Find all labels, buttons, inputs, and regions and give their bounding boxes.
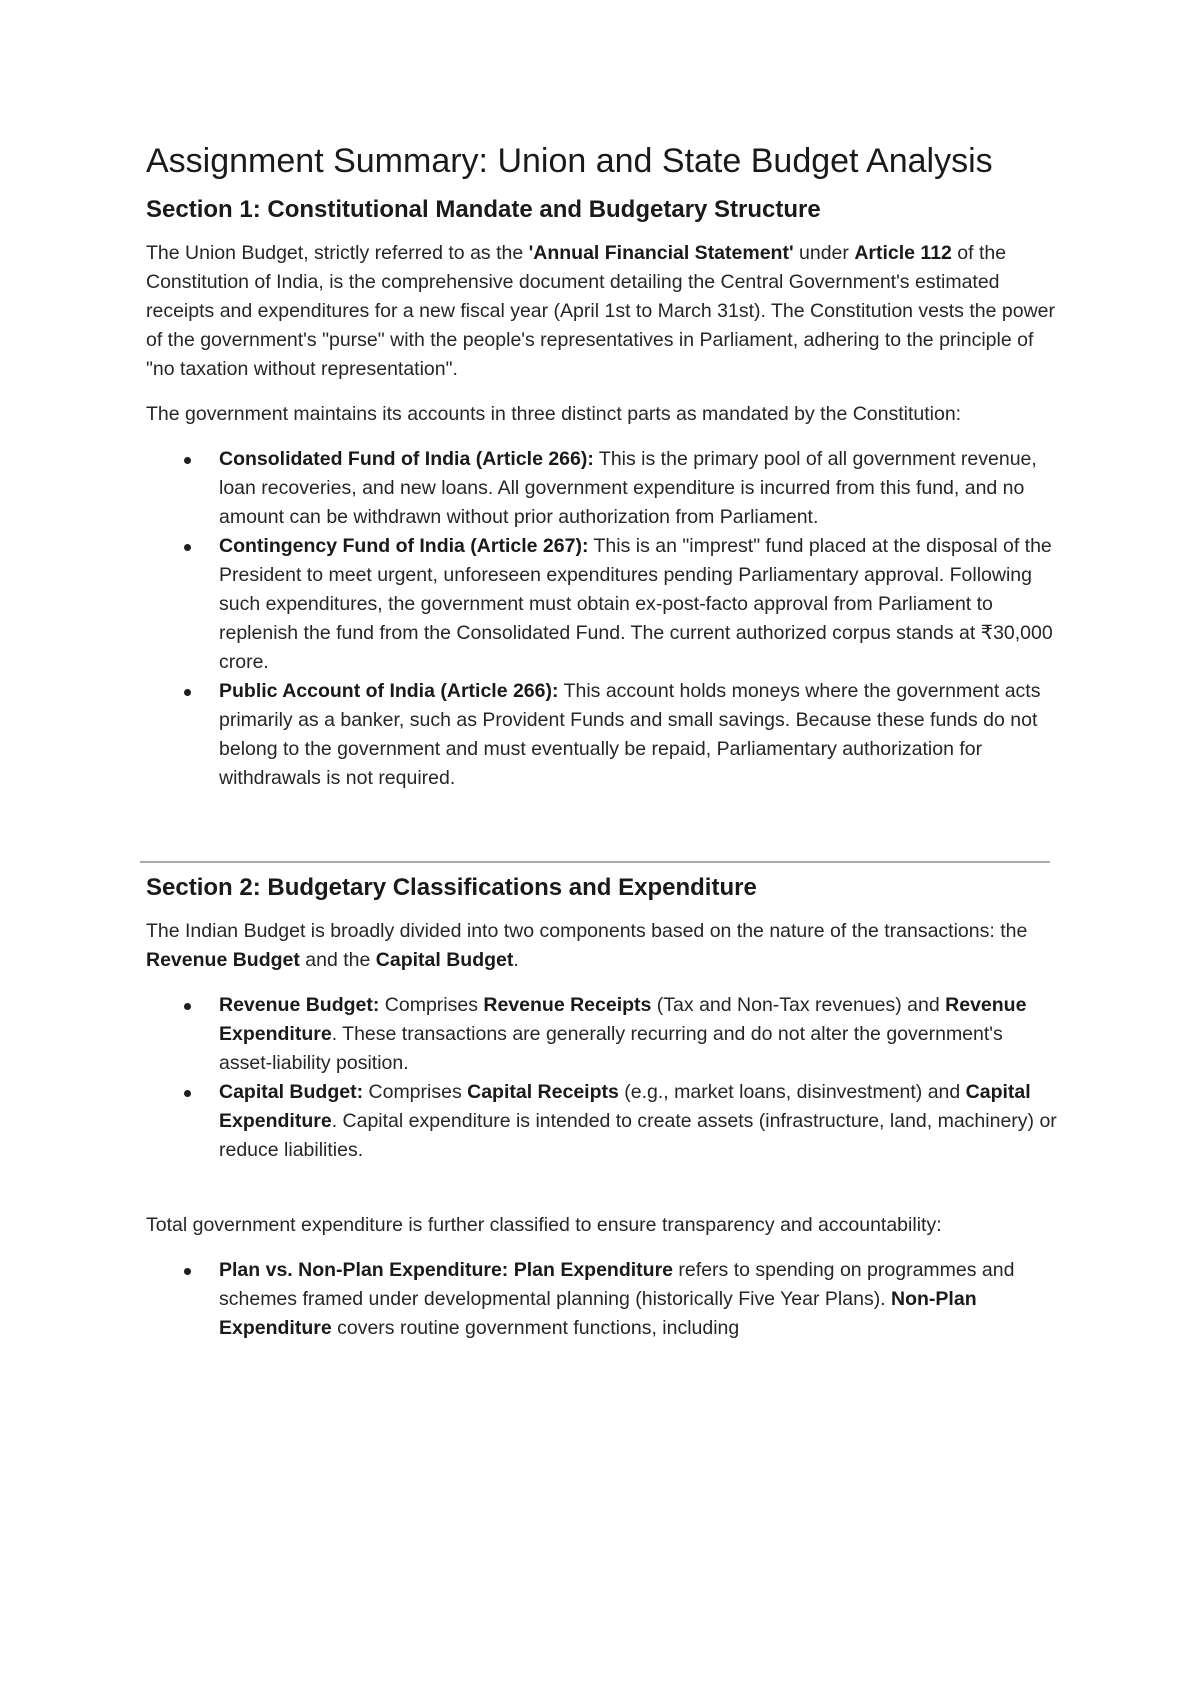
bold-text-run: Revenue Budget xyxy=(146,949,300,971)
bold-text-run: Revenue Expenditure xyxy=(219,994,1027,1045)
bold-text-run: 'Annual Financial Statement' xyxy=(528,242,794,264)
document-title: Assignment Summary: Union and State Budget Analysis xyxy=(146,142,993,180)
text-run: . xyxy=(513,949,519,971)
section-1-accounts-paragraph: The government maintains its accounts in three distinct parts as mandated by the Constitution: xyxy=(146,403,962,425)
text-run: (Tax and Non-Tax revenues) and xyxy=(651,994,946,1016)
text-run: (e.g., market loans, disinvestment) and xyxy=(618,1081,966,1103)
budget-list xyxy=(146,991,1060,1165)
text-run: Comprises xyxy=(363,1081,468,1103)
text-run: . These transactions are generally recurring and do not alter the government's asset-liability position. xyxy=(219,1023,1003,1074)
paragraph-spacer xyxy=(146,1181,1060,1211)
bold-text-run: Public Account of India (Article 266): xyxy=(219,680,559,702)
text-run: covers routine government functions, including xyxy=(331,1317,740,1339)
text-run: This is an "imprest" fund placed at the disposal of the President to meet urgent, unforeseen expenditures pending Parliamentary approval. Following such expenditures, the government must obtain ex-post-facto approval from Parliament to replenish the fund from the Consolidated Fund. The current authorized corpus stands at ₹30,000 crore. xyxy=(219,535,1053,673)
bold-text-run: Consolidated Fund of India (Article 266): xyxy=(219,448,594,470)
list-item-plan-expenditure xyxy=(219,1256,1060,1343)
text-run: Comprises xyxy=(379,994,484,1016)
text-run: This is the primary pool of all government revenue, loan recoveries, and new loans. All government expenditure is incurred from this fund, and no amount can be withdrawn without prior authorization from Parliament. xyxy=(219,448,1037,528)
bold-text-run: Revenue Budget: xyxy=(219,994,380,1016)
bold-text-run: Revenue Receipts xyxy=(483,994,652,1016)
text-run: under xyxy=(793,242,855,264)
bold-text-run: Article 112 xyxy=(854,242,952,264)
text-run: of the Constitution of India, is the comprehensive document detailing the Central Government's estimated receipts and expenditures for a new fiscal year (April 1st to March 31st). The Constitution vests the power of the government's "purse" with the people's representatives in Parliament, adhering to the principle of "no taxation without representation". xyxy=(146,242,1055,380)
list-item-contingency-fund xyxy=(219,532,1060,677)
section-2-intro-paragraph xyxy=(146,917,1060,975)
section-2-heading: Section 2: Budgetary Classifications and Expenditure xyxy=(146,874,757,901)
horizontal-divider xyxy=(140,861,1050,863)
bold-text-run: Contingency Fund of India (Article 267): xyxy=(219,535,589,557)
list-item-revenue-budget xyxy=(219,991,1060,1078)
list-item-consolidated-fund xyxy=(219,445,1060,532)
section-1-intro-paragraph xyxy=(146,239,1060,384)
expenditure-list xyxy=(146,1256,1060,1343)
bold-text-run: Plan vs. Non-Plan Expenditure: Plan Expenditure xyxy=(219,1259,674,1281)
bold-text-run: Capital Expenditure xyxy=(219,1081,1031,1132)
bold-text-run: Capital Receipts xyxy=(467,1081,619,1103)
text-run: and the xyxy=(299,949,376,971)
text-run: The Indian Budget is broadly divided into two components based on the nature of the transactions: the xyxy=(146,920,1028,942)
list-item-public-account xyxy=(219,677,1060,793)
bold-text-run: Non-Plan Expenditure xyxy=(219,1288,977,1339)
list-item-capital-budget xyxy=(219,1078,1060,1165)
section-1-heading: Section 1: Constitutional Mandate and Budgetary Structure xyxy=(146,196,821,223)
bold-text-run: Capital Budget xyxy=(375,949,514,971)
text-run: The Union Budget, strictly referred to as the xyxy=(146,242,529,264)
text-run: . Capital expenditure is intended to create assets (infrastructure, land, machinery) or reduce liabilities. xyxy=(219,1110,1057,1161)
section-2-expenditure-paragraph: Total government expenditure is further classified to ensure transparency and accountability: xyxy=(146,1214,942,1236)
text-run: This account holds moneys where the government acts primarily as a banker, such as Provident Funds and small savings. Because these funds do not belong to the government and must eventually be repaid, Parliamentary authorization for withdrawals is not required. xyxy=(219,680,1041,789)
fund-list xyxy=(146,445,1060,793)
bold-text-run: Capital Budget: xyxy=(219,1081,364,1103)
text-run: refers to spending on programmes and schemes framed under developmental planning (historically Five Year Plans). xyxy=(219,1259,1015,1310)
